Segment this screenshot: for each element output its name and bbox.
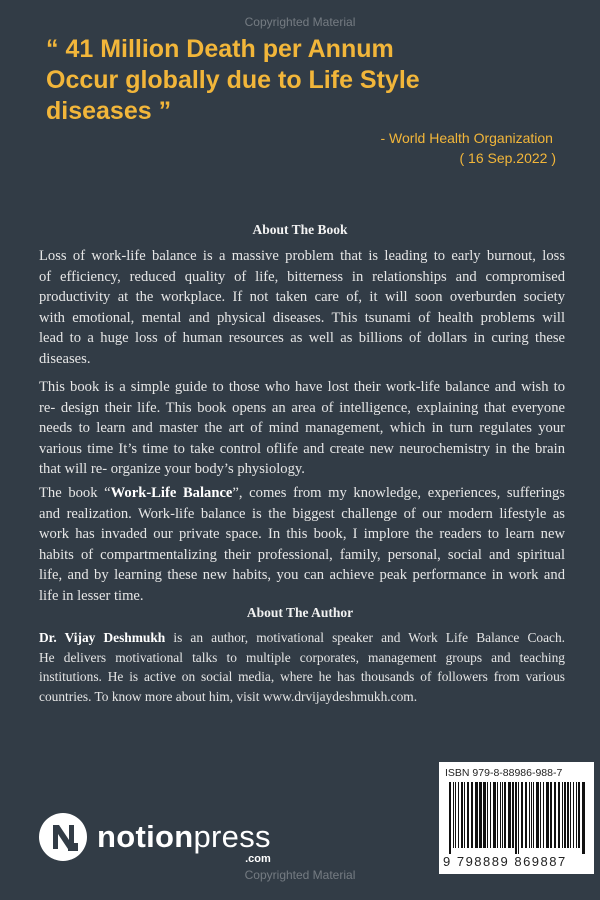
barcode-bar [487,782,488,848]
barcode-bar [479,782,482,848]
publisher-logo [39,812,271,865]
text-line: life, and by learning these new habits, you can achieve peak performance in work and [39,567,565,584]
quote-line-3: diseases ” [46,97,172,125]
publisher-name [97,819,271,865]
barcode-bar [554,782,556,848]
barcode-bar [515,782,517,854]
barcode-bar [471,782,473,848]
barcode-bar [558,782,560,848]
text-line: lead to a huge loss of human resources as well as billions of dollars in curing these [39,330,565,347]
about-book-paragraph-1 [39,246,565,370]
quote-date: ( 16 Sep.2022 ) [459,150,556,166]
barcode-bar [529,782,530,848]
barcode-bar [475,782,478,848]
text-line: work has invaded our private space. In this book, I implore the readers to learn new [39,526,565,543]
isbn-barcode-box [439,762,594,874]
publisher-name-bold: notion [97,819,194,854]
watermark-bottom: Copyrighted Material [244,868,356,882]
barcode-bar [490,782,491,848]
isbn-number: 9 798889 869887 [443,854,567,869]
text-line: He delivers motivational talks to multiple corporates, management groups and teaching [39,649,565,665]
barcode-bar [483,782,486,848]
notionpress-logo-icon [39,813,87,861]
barcode-bar [449,782,451,854]
barcode-bar [531,782,532,848]
text-line: habits of compartmentalizing their professional, family, personal, social and spiritual [39,546,565,563]
watermark-top: Copyrighted Material [244,15,356,29]
text-line: with emotional, mental and physical diseases. This tsunami of health problems will [39,309,565,326]
barcode-bar [525,782,527,848]
text-fragment: ”, comes from my knowledge, experiences, sufferings [232,485,565,501]
text-line: that will re- organize your body’s physiology. [39,461,305,478]
text-line: Loss of work-life balance is a massive problem that is leading to early burnout, loss [39,248,565,264]
text-fragment: The book “ [39,485,111,501]
barcode-bar [567,782,569,848]
text-line: This book is a simple guide to those who have lost their work-life balance and wish to [39,379,565,395]
text-line: life in lesser time. [39,587,144,604]
barcode-bar [504,782,506,848]
about-author-heading: About The Author [246,605,354,620]
barcode-bar [508,782,511,848]
text-line: institutions. He is active on social media, where he has thousands of followers from various [39,669,565,684]
about-book-paragraph-3 [39,483,565,607]
barcode-bar [521,782,523,848]
quote-attribution [380,128,556,168]
barcode-bar [573,782,574,848]
about-author-paragraph [39,628,565,706]
publisher-domain-suffix: .com [245,853,271,865]
barcode-bar [497,782,498,848]
barcode-bar [562,782,563,848]
headline-quote [46,34,566,127]
barcode-bar [512,782,514,848]
about-book-paragraph-2 [39,377,565,480]
barcode-bar [461,782,463,848]
barcode [449,782,585,854]
barcode-bar [540,782,541,848]
text-line: countries. To know more about him, visit www.drvijaydeshmukh.com. [39,688,418,704]
isbn-label: ISBN 979-8-88986-988-7 [445,767,563,779]
barcode-bar [536,782,539,848]
text-line: productivity at the workplace. If not taken care of, it will soon overburden society [39,289,565,306]
barcode-bar [582,782,585,854]
barcode-bar [546,782,549,848]
text-line: re- design their life. This book opens an area of intelligence, explaining that everyone [39,399,565,416]
barcode-bar [518,782,519,854]
barcode-bar [543,782,544,848]
text-fragment: is an author, motivational speaker and Work Life Balance Coach. [165,630,565,645]
publisher-name-light: press [193,819,271,854]
text-line: various time It’s time to take control oflife and create new neurochemistry in the brain [39,440,565,457]
book-title: Work-Life Balance [110,485,233,501]
barcode-bar [458,782,459,848]
barcode-bar [502,782,503,848]
about-book-heading: About The Book [252,222,348,237]
barcode-bar [500,782,501,848]
text-line: and realization. Work-life balance is the biggest challenge of our modern lifestyle as [39,505,565,522]
barcode-bar [570,782,571,848]
text-line [39,483,565,504]
text-line [39,628,565,648]
barcode-bar [564,782,566,848]
barcode-bar [453,782,454,848]
quote-line-1: “ 41 Million Death per Annum [46,35,394,63]
barcode-bar [455,782,456,848]
quote-source: - World Health Organization [380,130,553,146]
barcode-bar [533,782,534,848]
barcode-bar [576,782,577,848]
author-name: Dr. Vijay Deshmukh [39,630,166,645]
barcode-bar [464,782,465,848]
quote-line-2: Occur globally due to Life Style [46,66,420,94]
barcode-bar [493,782,496,848]
text-line: diseases. [39,350,91,367]
barcode-bar [467,782,469,848]
text-line: of efficiency, reduced quality of life, bitterness in relationships and compromised [39,268,565,285]
barcode-bar [550,782,552,848]
barcode-bar [578,782,580,848]
text-line: needs to learn and master the art of mind management, which in turn regulates your [39,420,565,437]
